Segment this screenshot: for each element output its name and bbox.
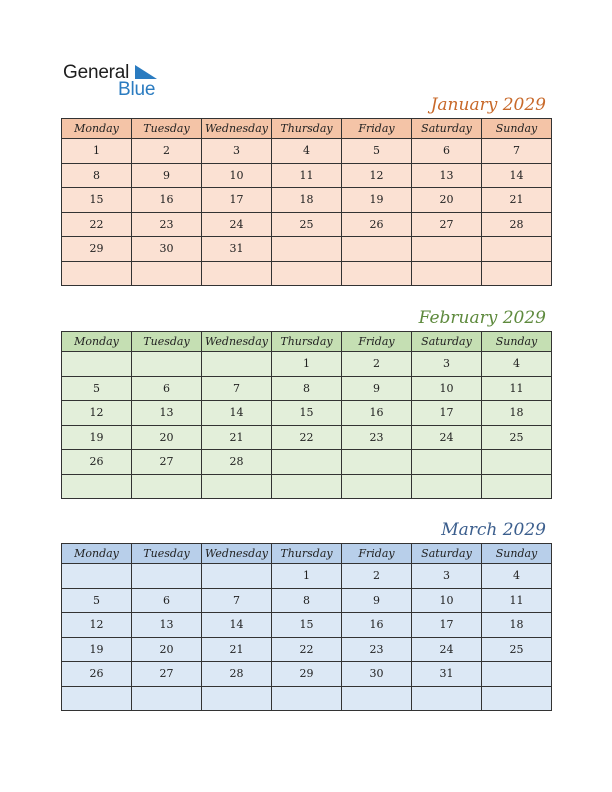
- weekday-header: Saturday: [412, 332, 482, 352]
- day-cell: 27: [132, 662, 202, 687]
- day-cell: 9: [342, 376, 412, 401]
- month-table: [61, 543, 552, 711]
- day-cell: [272, 261, 342, 286]
- day-cell: [62, 686, 132, 711]
- weekday-header: Friday: [342, 119, 412, 139]
- day-cell: [202, 474, 272, 499]
- day-cell: [342, 686, 412, 711]
- day-cell: 4: [272, 139, 342, 164]
- day-cell: 11: [482, 376, 552, 401]
- day-cell: 28: [202, 662, 272, 687]
- month-title: February 2029: [418, 308, 546, 328]
- day-cell: 6: [132, 588, 202, 613]
- logo: [63, 62, 163, 102]
- weekday-header: Thursday: [272, 119, 342, 139]
- day-cell: 10: [412, 588, 482, 613]
- weekday-header: Wednesday: [202, 544, 272, 564]
- day-cell: [272, 686, 342, 711]
- day-cell: 21: [202, 637, 272, 662]
- day-cell: 19: [62, 637, 132, 662]
- day-cell: 1: [272, 352, 342, 377]
- day-cell: [482, 662, 552, 687]
- day-cell: 5: [342, 139, 412, 164]
- day-cell: 17: [412, 401, 482, 426]
- day-cell: 15: [272, 401, 342, 426]
- day-cell: 14: [202, 401, 272, 426]
- day-cell: 14: [202, 613, 272, 638]
- week-row: [62, 564, 552, 589]
- week-row: [62, 425, 552, 450]
- day-cell: 12: [342, 163, 412, 188]
- day-cell: 10: [202, 163, 272, 188]
- day-cell: 20: [132, 425, 202, 450]
- day-cell: [412, 237, 482, 262]
- day-cell: 6: [412, 139, 482, 164]
- day-cell: 25: [482, 425, 552, 450]
- day-cell: 30: [132, 237, 202, 262]
- day-cell: 9: [132, 163, 202, 188]
- day-cell: [62, 474, 132, 499]
- day-cell: 13: [412, 163, 482, 188]
- month-table: [61, 331, 552, 499]
- day-cell: [132, 686, 202, 711]
- weekday-header: Thursday: [272, 544, 342, 564]
- day-cell: 15: [272, 613, 342, 638]
- day-cell: [482, 237, 552, 262]
- day-cell: [482, 474, 552, 499]
- day-cell: 25: [482, 637, 552, 662]
- weekday-header-row: [62, 332, 552, 352]
- day-cell: 7: [202, 376, 272, 401]
- day-cell: 25: [272, 212, 342, 237]
- day-cell: 31: [202, 237, 272, 262]
- day-cell: [132, 474, 202, 499]
- day-cell: 28: [482, 212, 552, 237]
- day-cell: [412, 450, 482, 475]
- day-cell: 8: [62, 163, 132, 188]
- day-cell: 22: [62, 212, 132, 237]
- weekday-header: Friday: [342, 332, 412, 352]
- day-cell: 26: [62, 662, 132, 687]
- day-cell: 27: [132, 450, 202, 475]
- week-row: [62, 352, 552, 377]
- day-cell: 11: [482, 588, 552, 613]
- day-cell: 14: [482, 163, 552, 188]
- day-cell: 19: [62, 425, 132, 450]
- day-cell: 19: [342, 188, 412, 213]
- day-cell: 10: [412, 376, 482, 401]
- day-cell: 12: [62, 401, 132, 426]
- day-cell: 26: [62, 450, 132, 475]
- day-cell: 26: [342, 212, 412, 237]
- weekday-header: Saturday: [412, 119, 482, 139]
- day-cell: 21: [482, 188, 552, 213]
- day-cell: [272, 450, 342, 475]
- day-cell: 13: [132, 613, 202, 638]
- week-row: [62, 588, 552, 613]
- day-cell: [342, 237, 412, 262]
- day-cell: 5: [62, 588, 132, 613]
- day-cell: [132, 261, 202, 286]
- day-cell: 27: [412, 212, 482, 237]
- weekday-header-row: [62, 119, 552, 139]
- week-row: [62, 686, 552, 711]
- weekday-header: Tuesday: [132, 332, 202, 352]
- day-cell: 7: [482, 139, 552, 164]
- day-cell: 20: [132, 637, 202, 662]
- day-cell: 28: [202, 450, 272, 475]
- week-row: [62, 139, 552, 164]
- day-cell: 9: [342, 588, 412, 613]
- day-cell: 17: [412, 613, 482, 638]
- weekday-header: Monday: [62, 544, 132, 564]
- day-cell: 16: [342, 613, 412, 638]
- week-row: [62, 237, 552, 262]
- day-cell: [202, 261, 272, 286]
- day-cell: 23: [342, 637, 412, 662]
- day-cell: [482, 450, 552, 475]
- week-row: [62, 450, 552, 475]
- logo-text-general: General: [63, 62, 130, 83]
- day-cell: 2: [342, 352, 412, 377]
- weekday-header: Wednesday: [202, 332, 272, 352]
- day-cell: [272, 237, 342, 262]
- day-cell: 2: [342, 564, 412, 589]
- day-cell: [132, 564, 202, 589]
- month-title: January 2029: [430, 95, 546, 115]
- day-cell: 3: [202, 139, 272, 164]
- day-cell: 22: [272, 425, 342, 450]
- day-cell: [62, 261, 132, 286]
- day-cell: 16: [132, 188, 202, 213]
- month-table: [61, 118, 552, 286]
- weekday-header: Wednesday: [202, 119, 272, 139]
- day-cell: 1: [62, 139, 132, 164]
- day-cell: 4: [482, 564, 552, 589]
- day-cell: 7: [202, 588, 272, 613]
- weekday-header: Friday: [342, 544, 412, 564]
- day-cell: [412, 474, 482, 499]
- day-cell: [202, 686, 272, 711]
- week-row: [62, 212, 552, 237]
- month-title: March 2029: [441, 520, 546, 540]
- day-cell: 31: [412, 662, 482, 687]
- day-cell: 15: [62, 188, 132, 213]
- day-cell: 8: [272, 588, 342, 613]
- week-row: [62, 637, 552, 662]
- day-cell: [272, 474, 342, 499]
- weekday-header: Tuesday: [132, 544, 202, 564]
- weekday-header: Sunday: [482, 119, 552, 139]
- weekday-header: Sunday: [482, 544, 552, 564]
- logo-text-blue: Blue: [118, 79, 156, 100]
- day-cell: 1: [272, 564, 342, 589]
- week-row: [62, 474, 552, 499]
- day-cell: 13: [132, 401, 202, 426]
- weekday-header: Thursday: [272, 332, 342, 352]
- day-cell: 17: [202, 188, 272, 213]
- week-row: [62, 401, 552, 426]
- day-cell: [482, 261, 552, 286]
- day-cell: 23: [342, 425, 412, 450]
- day-cell: 3: [412, 352, 482, 377]
- day-cell: 22: [272, 637, 342, 662]
- week-row: [62, 188, 552, 213]
- day-cell: 24: [202, 212, 272, 237]
- day-cell: 11: [272, 163, 342, 188]
- day-cell: 29: [62, 237, 132, 262]
- weekday-header: Sunday: [482, 332, 552, 352]
- day-cell: 4: [482, 352, 552, 377]
- day-cell: 16: [342, 401, 412, 426]
- day-cell: 3: [412, 564, 482, 589]
- day-cell: 6: [132, 376, 202, 401]
- day-cell: [342, 450, 412, 475]
- week-row: [62, 163, 552, 188]
- day-cell: [132, 352, 202, 377]
- day-cell: [412, 686, 482, 711]
- day-cell: [62, 352, 132, 377]
- day-cell: [482, 686, 552, 711]
- day-cell: 23: [132, 212, 202, 237]
- day-cell: 30: [342, 662, 412, 687]
- week-row: [62, 662, 552, 687]
- logo-triangle-icon: [135, 65, 157, 79]
- day-cell: [202, 564, 272, 589]
- day-cell: [202, 352, 272, 377]
- weekday-header-row: [62, 544, 552, 564]
- day-cell: 18: [482, 613, 552, 638]
- day-cell: 12: [62, 613, 132, 638]
- day-cell: 5: [62, 376, 132, 401]
- day-cell: 8: [272, 376, 342, 401]
- day-cell: [342, 261, 412, 286]
- day-cell: 18: [272, 188, 342, 213]
- day-cell: 21: [202, 425, 272, 450]
- weekday-header: Monday: [62, 332, 132, 352]
- day-cell: 2: [132, 139, 202, 164]
- day-cell: [342, 474, 412, 499]
- week-row: [62, 613, 552, 638]
- week-row: [62, 376, 552, 401]
- day-cell: [412, 261, 482, 286]
- day-cell: 24: [412, 637, 482, 662]
- day-cell: 29: [272, 662, 342, 687]
- day-cell: [62, 564, 132, 589]
- weekday-header: Monday: [62, 119, 132, 139]
- day-cell: 18: [482, 401, 552, 426]
- day-cell: 24: [412, 425, 482, 450]
- week-row: [62, 261, 552, 286]
- weekday-header: Saturday: [412, 544, 482, 564]
- day-cell: 20: [412, 188, 482, 213]
- weekday-header: Tuesday: [132, 119, 202, 139]
